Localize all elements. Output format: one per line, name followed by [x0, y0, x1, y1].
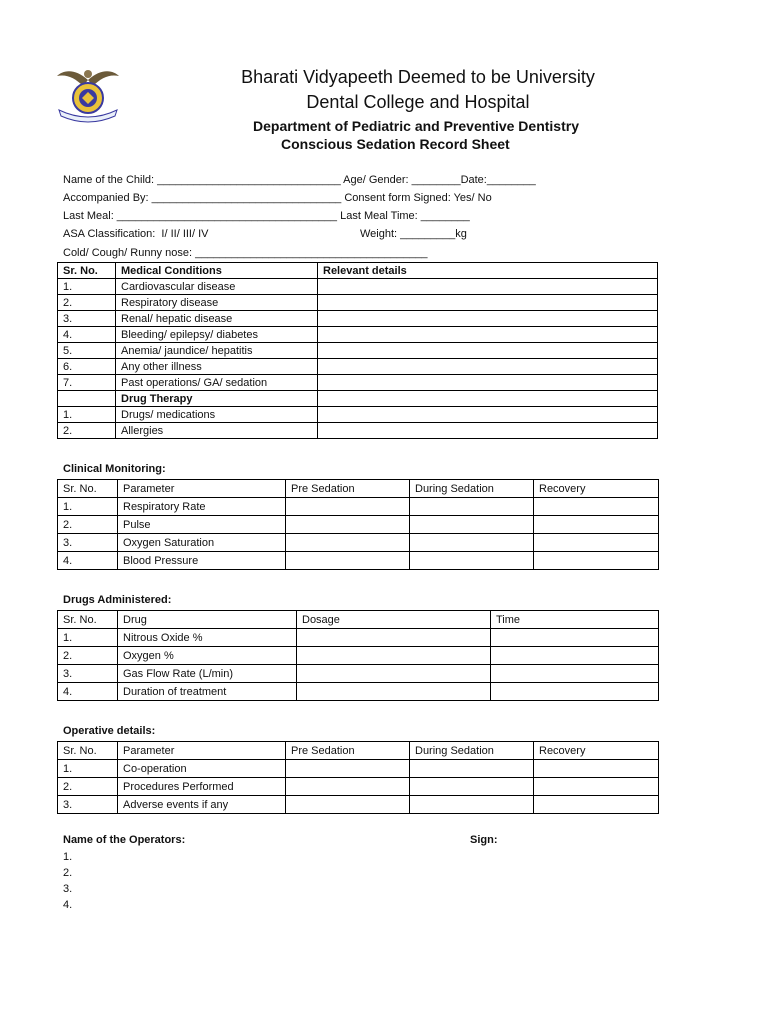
table-row: [58, 629, 659, 647]
table-row: [58, 359, 658, 375]
table-row: [58, 343, 658, 359]
recovery-cell[interactable]: [534, 498, 659, 516]
drug-cell: Oxygen %: [118, 647, 297, 665]
sr-no-cell: 4.: [58, 552, 118, 570]
time-cell[interactable]: [491, 647, 659, 665]
during-sedation-cell[interactable]: [410, 552, 534, 570]
time-cell[interactable]: [491, 629, 659, 647]
drugs-administered-label: Drugs Administered:: [63, 594, 172, 606]
recovery-cell[interactable]: [534, 760, 659, 778]
details-cell[interactable]: [318, 375, 658, 391]
table-row: [58, 778, 659, 796]
sr-no-cell: 2.: [58, 647, 118, 665]
header-dosage: Dosage: [297, 611, 491, 629]
table-row: [58, 760, 659, 778]
operator-number: 1.: [63, 851, 73, 863]
recovery-cell[interactable]: [534, 516, 659, 534]
pre-sedation-cell[interactable]: [286, 760, 410, 778]
empty-cell: [58, 391, 116, 407]
sr-no-cell: 1.: [58, 279, 116, 295]
table-header-row: [58, 611, 659, 629]
table-row: [58, 498, 659, 516]
condition-cell: Past operations/ GA/ sedation: [116, 375, 318, 391]
field-accompanied-consent[interactable]: Accompanied By: _______________________________ Consent form Signed: Yes/ No: [63, 192, 492, 204]
dosage-cell[interactable]: [297, 665, 491, 683]
condition-cell: Renal/ hepatic disease: [116, 311, 318, 327]
sr-no-cell: 2.: [58, 295, 116, 311]
condition-cell: Respiratory disease: [116, 295, 318, 311]
recovery-cell[interactable]: [534, 778, 659, 796]
pre-sedation-cell[interactable]: [286, 498, 410, 516]
drug-therapy-label: Drug Therapy: [116, 391, 318, 407]
recovery-cell[interactable]: [534, 552, 659, 570]
during-sedation-cell[interactable]: [410, 796, 534, 814]
sr-no-cell: 2.: [58, 778, 118, 796]
parameter-cell: Oxygen Saturation: [118, 534, 286, 552]
pre-sedation-cell[interactable]: [286, 516, 410, 534]
operator-number: 3.: [63, 883, 73, 895]
table-row: [58, 327, 658, 343]
dosage-cell[interactable]: [297, 629, 491, 647]
details-cell[interactable]: [318, 423, 658, 439]
details-cell[interactable]: [318, 391, 658, 407]
drug-cell: Duration of treatment: [118, 683, 297, 701]
sign-label: Sign:: [470, 834, 498, 846]
sr-no-cell: 6.: [58, 359, 116, 375]
table-row: [58, 423, 658, 439]
time-cell[interactable]: [491, 683, 659, 701]
sr-no-cell: 1.: [58, 498, 118, 516]
table-row: [58, 279, 658, 295]
condition-cell: Anemia/ jaundice/ hepatitis: [116, 343, 318, 359]
details-cell[interactable]: [318, 311, 658, 327]
header-relevant-details: Relevant details: [318, 263, 658, 279]
dosage-cell[interactable]: [297, 647, 491, 665]
sr-no-cell: 3.: [58, 796, 118, 814]
header-sr-no: Sr. No.: [58, 263, 116, 279]
condition-cell: Drugs/ medications: [116, 407, 318, 423]
clinical-monitoring-table: [57, 479, 659, 570]
during-sedation-cell[interactable]: [410, 760, 534, 778]
condition-cell: Bleeding/ epilepsy/ diabetes: [116, 327, 318, 343]
operator-number: 2.: [63, 867, 73, 879]
table-row: [58, 516, 659, 534]
university-name: Bharati Vidyapeeth Deemed to be University: [241, 67, 595, 87]
drugs-administered-table: [57, 610, 659, 701]
time-cell[interactable]: [491, 665, 659, 683]
medical-conditions-table: [57, 262, 658, 439]
header-recovery: Recovery: [534, 480, 659, 498]
header-sr-no: Sr. No.: [58, 742, 118, 760]
header-during-sedation: During Sedation: [410, 742, 534, 760]
sr-no-cell: 3.: [58, 311, 116, 327]
header-time: Time: [491, 611, 659, 629]
operative-details-table: [57, 741, 659, 814]
details-cell[interactable]: [318, 279, 658, 295]
header-pre-sedation: Pre Sedation: [286, 742, 410, 760]
condition-cell: Any other illness: [116, 359, 318, 375]
drug-cell: Gas Flow Rate (L/min): [118, 665, 297, 683]
details-cell[interactable]: [318, 407, 658, 423]
sr-no-cell: 1.: [58, 760, 118, 778]
table-row: [58, 375, 658, 391]
sr-no-cell: 1.: [58, 629, 118, 647]
sr-no-cell: 4.: [58, 327, 116, 343]
field-cold-cough[interactable]: Cold/ Cough/ Runny nose: ______________________________________: [63, 247, 428, 259]
parameter-cell: Blood Pressure: [118, 552, 286, 570]
college-name: Dental College and Hospital: [306, 92, 530, 112]
table-row: [58, 552, 659, 570]
table-row: [58, 665, 659, 683]
sr-no-cell: 7.: [58, 375, 116, 391]
details-cell[interactable]: [318, 295, 658, 311]
parameter-cell: Procedures Performed: [118, 778, 286, 796]
table-row: [58, 647, 659, 665]
during-sedation-cell[interactable]: [410, 778, 534, 796]
sr-no-cell: 3.: [58, 665, 118, 683]
pre-sedation-cell[interactable]: [286, 534, 410, 552]
header-sr-no: Sr. No.: [58, 611, 118, 629]
pre-sedation-cell[interactable]: [286, 552, 410, 570]
sr-no-cell: 2.: [58, 516, 118, 534]
header-recovery: Recovery: [534, 742, 659, 760]
pre-sedation-cell[interactable]: [286, 778, 410, 796]
table-row: [58, 534, 659, 552]
table-row: [58, 311, 658, 327]
sr-no-cell: 2.: [58, 423, 116, 439]
field-asa-classification[interactable]: ASA Classification: I/ II/ III/ IV: [63, 228, 209, 240]
table-header-row: [58, 742, 659, 760]
operative-details-label: Operative details:: [63, 725, 156, 737]
header-pre-sedation: Pre Sedation: [286, 480, 410, 498]
details-cell[interactable]: [318, 343, 658, 359]
sr-no-cell: 3.: [58, 534, 118, 552]
parameter-cell: Adverse events if any: [118, 796, 286, 814]
table-header-row: [58, 263, 658, 279]
clinical-monitoring-label: Clinical Monitoring:: [63, 463, 166, 475]
parameter-cell: Respiratory Rate: [118, 498, 286, 516]
during-sedation-cell[interactable]: [410, 516, 534, 534]
department-name: Department of Pediatric and Preventive Dentistry: [253, 118, 579, 134]
drug-therapy-row: [58, 391, 658, 407]
during-sedation-cell[interactable]: [410, 498, 534, 516]
table-row: [58, 796, 659, 814]
header-medical-conditions: Medical Conditions: [116, 263, 318, 279]
operator-number: 4.: [63, 899, 73, 911]
condition-cell: Allergies: [116, 423, 318, 439]
condition-cell: Cardiovascular disease: [116, 279, 318, 295]
sr-no-cell: 4.: [58, 683, 118, 701]
header-parameter: Parameter: [118, 742, 286, 760]
header-sr-no: Sr. No.: [58, 480, 118, 498]
table-row: [58, 295, 658, 311]
header-parameter: Parameter: [118, 480, 286, 498]
sr-no-cell: 1.: [58, 407, 116, 423]
dosage-cell[interactable]: [297, 683, 491, 701]
recovery-cell[interactable]: [534, 534, 659, 552]
operators-label: Name of the Operators:: [63, 834, 186, 846]
field-weight[interactable]: Weight: _________kg: [360, 228, 467, 240]
parameter-cell: Co-operation: [118, 760, 286, 778]
header-during-sedation: During Sedation: [410, 480, 534, 498]
pre-sedation-cell[interactable]: [286, 796, 410, 814]
parameter-cell: Pulse: [118, 516, 286, 534]
recovery-cell[interactable]: [534, 796, 659, 814]
drug-cell: Nitrous Oxide %: [118, 629, 297, 647]
table-row: [58, 683, 659, 701]
table-row: [58, 407, 658, 423]
table-header-row: [58, 480, 659, 498]
header-drug: Drug: [118, 611, 297, 629]
field-child-age-date[interactable]: Name of the Child: ______________________________ Age/ Gender: ________Date:________: [63, 174, 536, 186]
sr-no-cell: 5.: [58, 343, 116, 359]
during-sedation-cell[interactable]: [410, 534, 534, 552]
details-cell[interactable]: [318, 327, 658, 343]
field-last-meal[interactable]: Last Meal: ____________________________________ Last Meal Time: ________: [63, 210, 470, 222]
details-cell[interactable]: [318, 359, 658, 375]
